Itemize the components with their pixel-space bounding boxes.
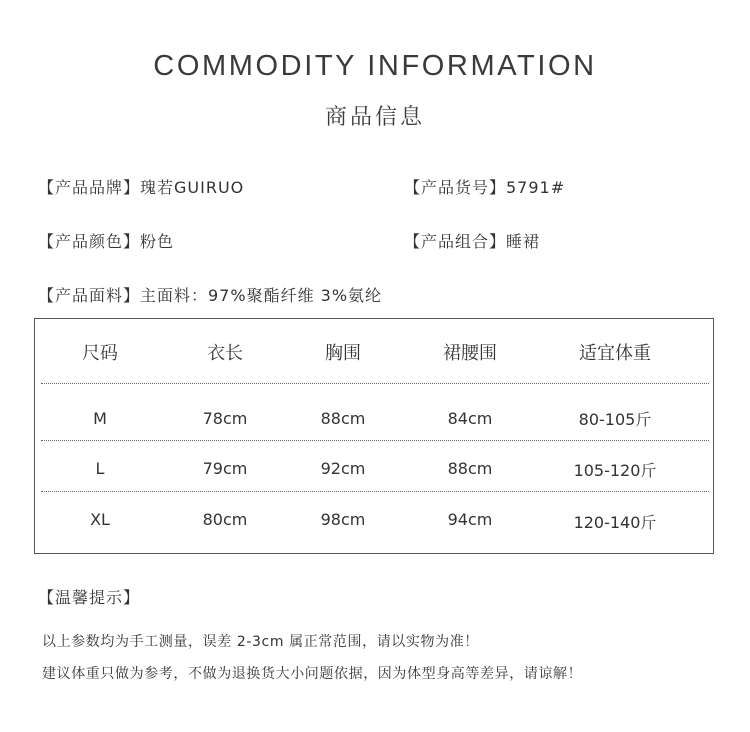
table-cell: L [95, 459, 105, 478]
row-divider [41, 491, 709, 492]
table-cell: 78cm [202, 409, 248, 428]
table-header-weight: 适宜体重 [579, 343, 651, 364]
spec-set: 【产品组合】睡裙 [404, 232, 541, 251]
table-header-bust: 胸围 [325, 343, 361, 364]
tip-line: 建议体重只做为参考，不做为退换货大小问题依据，因为体型身高等差异，请谅解！ [42, 666, 583, 682]
table-cell: XL [90, 510, 110, 529]
table-header-length: 衣长 [207, 343, 243, 364]
table-cell: 98cm [320, 510, 366, 529]
table-cell: M [93, 409, 107, 428]
table-cell: 120-140斤 [573, 513, 657, 532]
table-cell: 84cm [447, 409, 493, 428]
spec-item-no: 【产品货号】5791# [404, 178, 566, 197]
table-cell: 92cm [320, 459, 366, 478]
table-cell: 80cm [202, 510, 248, 529]
table-cell: 88cm [447, 459, 493, 478]
table-cell: 105-120斤 [573, 461, 657, 480]
table-cell: 79cm [202, 459, 248, 478]
table-cell: 88cm [320, 409, 366, 428]
spec-brand: 【产品品牌】瑰若GUIRUO [38, 178, 245, 197]
row-divider [41, 440, 709, 441]
table-header-waist: 裙腰围 [443, 343, 497, 364]
row-divider [41, 383, 709, 384]
page-subtitle: 商品信息 [324, 105, 425, 130]
size-table [34, 318, 714, 554]
spec-color: 【产品颜色】粉色 [38, 232, 175, 251]
table-cell: 94cm [447, 510, 493, 529]
table-cell: 80-105斤 [578, 410, 652, 429]
page-title: COMMODITY INFORMATION [153, 50, 597, 82]
table-header-size: 尺码 [82, 343, 118, 364]
tips-title: 【温馨提示】 [38, 588, 141, 607]
spec-fabric: 【产品面料】主面料：97%聚酯纤维 3%氨纶 [38, 286, 383, 305]
tip-line: 以上参数均为手工测量，误差 2-3cm 属正常范围，请以实物为准！ [42, 634, 479, 650]
